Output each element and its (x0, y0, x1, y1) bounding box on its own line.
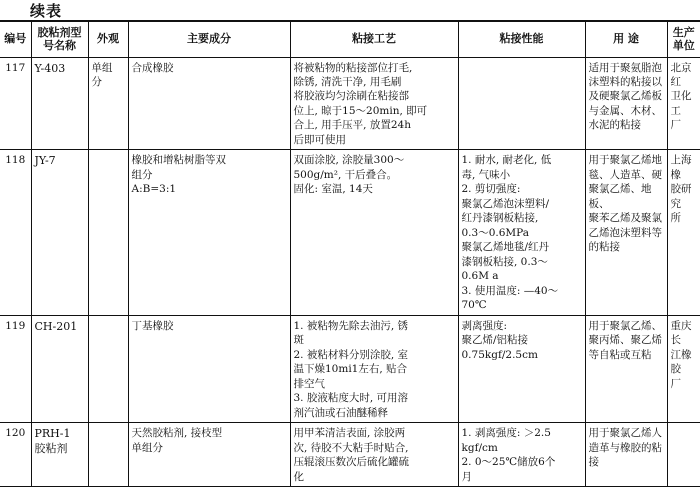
performance-cell (458, 315, 585, 422)
appearance-cell (88, 315, 128, 422)
performance-cell-line: 3. 使用温度: —40～ (461, 284, 559, 297)
header-components: 主要成分 (128, 21, 290, 57)
components-cell-line: 合成橡胶 (131, 61, 174, 74)
process-cell (290, 315, 458, 422)
usage-cell (585, 57, 667, 150)
components-cell (128, 423, 290, 487)
header-row (0, 21, 700, 57)
maker-cell (667, 57, 700, 150)
performance-cell-line: 聚乙烯/铝粘接 (461, 334, 529, 347)
appearance-cell (88, 150, 128, 315)
process-cell-line: 斑 (293, 334, 304, 347)
maker-cell-line: 重庆长 (670, 319, 692, 347)
process-cell-line: 2. 被粘材料分别涂胶, 室 (293, 348, 409, 361)
process-cell-line: 双面涂胶, 涂胶量300～ (293, 154, 405, 167)
usage-cell-line: 聚苯乙烯及聚氯 (588, 212, 662, 225)
performance-cell (458, 150, 585, 315)
process-cell-line: 化 (293, 470, 304, 483)
process-cell-line: 剂汽油或石油醚稀释 (293, 406, 388, 419)
process-cell-line: 将胶液均匀涂刷在粘接部 (293, 90, 409, 103)
usage-cell (585, 423, 667, 487)
performance-cell-line: 2. 0～25℃储放6个 (461, 456, 556, 469)
maker-cell-line: 厂 (670, 119, 681, 132)
maker-cell (667, 423, 700, 487)
header-performance: 粘接性能 (458, 21, 585, 57)
maker-cell (667, 150, 700, 315)
performance-cell (458, 423, 585, 487)
process-cell-line: 500g/m², 干后叠合。 (293, 168, 398, 181)
components-cell-line: 单组分 (131, 441, 163, 454)
appearance-cell-line: 单组 (91, 61, 113, 74)
usage-cell-line: 沫塑料的粘接以 (588, 75, 662, 88)
performance-cell-line: 聚氯乙烯地毯/红丹 (461, 241, 550, 254)
process-cell-line: 除锈, 清洗干净, 用毛刷 (293, 75, 402, 88)
adhesive-name (31, 423, 88, 487)
performance-cell-line: 0.75kgf/2.5cm (461, 348, 538, 361)
process-cell-line: 压辊滚压数次后硫化罐硫 (293, 456, 409, 469)
performance-cell-line: 1. 耐水, 耐老化, 低 (461, 154, 552, 167)
performance-cell-line: 70℃ (461, 299, 487, 312)
usage-cell-line: 水泥的粘接 (588, 119, 641, 132)
process-cell (290, 57, 458, 150)
process-cell-line: 排空气 (293, 377, 325, 390)
components-cell-line: 天然胶粘剂, 接枝型 (131, 427, 223, 440)
adhesive-name-line: CH-201 (34, 319, 78, 333)
performance-cell-line: 月 (461, 470, 472, 483)
components-cell-line: 橡胶和增粘树脂等双 (131, 154, 226, 167)
maker-cell-line: 上海橡 (670, 154, 692, 181)
components-cell (128, 57, 290, 150)
adhesive-name (31, 150, 88, 315)
maker-cell-line: 卫化工 (670, 90, 692, 117)
performance-cell-line: 聚氯乙烯泡沫塑料/ (461, 197, 550, 210)
usage-cell-line: 用于聚氯乙烯地 (588, 154, 662, 167)
process-cell (290, 150, 458, 315)
appearance-cell (88, 57, 128, 150)
usage-cell-line: 聚氯乙烯、地板、 (588, 183, 652, 210)
process-cell-line: 次, 待胶不大粘手时贴合, (293, 441, 409, 454)
usage-cell-line: 等自粘或互粘 (588, 348, 652, 361)
appearance-cell-line: 分 (91, 75, 102, 88)
header-appearance: 外观 (88, 21, 128, 57)
maker-cell-line: 厂 (670, 377, 681, 390)
usage-cell (585, 150, 667, 315)
row-number: 119 (0, 315, 31, 422)
process-cell-line: 温下燥10mi1左右, 贴合 (293, 363, 408, 376)
process-cell-line: 位上, 晾于15～20min, 即可 (293, 104, 428, 117)
performance-cell-line: kgf/cm (461, 441, 498, 454)
table-row (0, 57, 700, 150)
process-cell-line: 1. 被粘物先除去油污, 锈 (293, 319, 409, 332)
row-number: 117 (0, 57, 31, 150)
usage-cell (585, 315, 667, 422)
performance-cell-line: 红丹漆钢板粘接, (461, 212, 539, 225)
adhesive-table (0, 20, 700, 487)
usage-cell-line: 与金属、木材、 (588, 104, 662, 117)
adhesive-name-line: JY-7 (34, 154, 56, 168)
adhesive-name-line: Y-403 (34, 61, 66, 75)
usage-cell-line: 适用于聚氨脂泡 (588, 61, 662, 74)
performance-cell-line: 0.3～0.6MPa (461, 226, 530, 239)
process-cell-line: 合上, 用手压平, 放置24h (293, 119, 411, 132)
components-cell-line: A:B=3:1 (131, 183, 177, 196)
header-name: 胶粘剂型号名称 (31, 21, 88, 57)
usage-cell-line: 接 (588, 456, 599, 469)
adhesive-name (31, 57, 88, 150)
usage-cell-line: 及硬聚氯乙烯板 (588, 90, 662, 103)
adhesive-name-line: 胶粘剂 (34, 442, 68, 456)
process-cell-line: 后即可使用 (293, 133, 346, 146)
usage-cell-line: 的粘接 (588, 241, 620, 254)
usage-cell-line: 用于聚氯乙烯人 (588, 427, 662, 440)
usage-cell-line: 毯、人造革、硬 (588, 168, 662, 181)
components-cell (128, 315, 290, 422)
usage-cell-line: 乙烯泡沫塑料等 (588, 226, 662, 239)
performance-cell-line: 2. 剪切强度: (461, 183, 521, 196)
maker-cell-line: 所 (670, 212, 681, 225)
header-process: 粘接工艺 (290, 21, 458, 57)
process-cell-line: 用甲苯清洁表面, 涂胶两 (293, 427, 406, 440)
performance-cell-line: 毒, 气味小 (461, 168, 511, 181)
adhesive-name (31, 315, 88, 422)
usage-cell-line: 聚丙烯、聚乙烯 (588, 334, 662, 347)
process-cell-line: 将被粘物的粘接部位打毛, (293, 61, 413, 74)
maker-cell-line: 北京红 (670, 61, 692, 88)
table-caption: 续表 (30, 2, 63, 20)
row-number: 118 (0, 150, 31, 315)
components-cell-line: 组分 (131, 168, 153, 181)
usage-cell-line: 造革与橡胶的粘 (588, 441, 662, 454)
appearance-cell (88, 423, 128, 487)
components-cell (128, 150, 290, 315)
table-row (0, 315, 700, 422)
adhesive-name-line: PRH-1 (34, 427, 71, 441)
process-cell-line: 固化: 室温, 14天 (293, 183, 373, 196)
table-row (0, 423, 700, 487)
row-number: 120 (0, 423, 31, 487)
process-cell (290, 423, 458, 487)
usage-cell-line: 用于聚氯乙烯、 (588, 319, 662, 332)
performance-cell-line: 漆钢板粘接, 0.3～ (461, 255, 548, 268)
maker-cell (667, 315, 700, 422)
table-row (0, 150, 700, 315)
process-cell-line: 3. 胶液粘度大时, 可用溶 (293, 392, 409, 405)
performance-cell-line: 剥离强度: (461, 319, 508, 332)
performance-cell-line: 1. 剥离强度: ＞2.5 (461, 427, 551, 440)
performance-cell-line: 0.6M a (461, 270, 499, 283)
maker-cell-line: 胶研究 (670, 183, 692, 210)
maker-cell-line: 江橡胶 (670, 348, 692, 376)
header-no: 编号 (0, 21, 31, 57)
performance-cell (458, 57, 585, 150)
header-usage: 用 途 (585, 21, 667, 57)
header-maker: 生产单位 (667, 21, 700, 57)
components-cell-line: 丁基橡胶 (131, 319, 174, 332)
